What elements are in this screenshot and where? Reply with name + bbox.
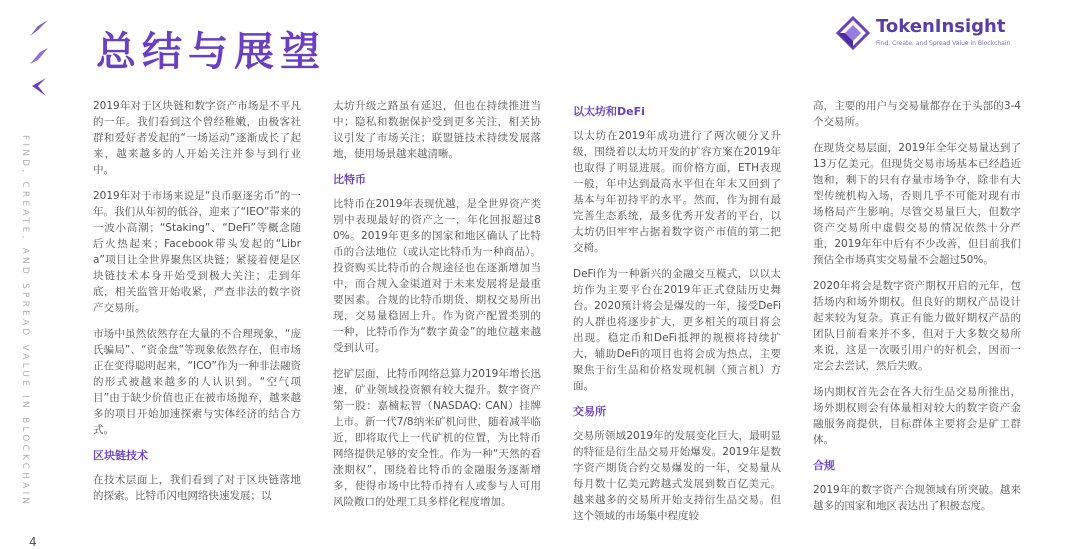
page-title: 总结与展望	[96, 29, 326, 75]
paragraph: 2020年将会是数字资产期权开启的元年，包括场内和场外期权。但良好的期权产品设计起来较为复杂。真正有能力做好期权产品的团队目前看来并不多，但对于大多数交易所来说，这是一次吸引用户的好机会，因而一定会去尝试，然后失败。	[813, 280, 1021, 372]
logo-tagline: Find, Create, and Spread Value in Blockchain	[876, 40, 1011, 47]
section-heading-compliance: 合规	[813, 459, 835, 472]
column-4	[813, 98, 1021, 548]
section-heading-ethereum-defi: 以太坊和DeFi	[573, 105, 645, 118]
section-heading-blockchain: 区块链技术	[93, 449, 148, 462]
chevron-icon	[28, 76, 50, 98]
section-heading-bitcoin: 比特币	[333, 173, 366, 186]
tokeninsight-logo	[836, 14, 1056, 54]
chevron-icon	[28, 46, 50, 68]
column-3	[573, 98, 781, 548]
paragraph: 挖矿层面，比特币网络总算力2019年增长迅速，矿业领域投资额有较大提升。数字资产第一股：嘉楠耘智（NASDAQ: CAN）挂牌上市。新一代7/8纳米矿机问世，随着减半临近，即将取代上一代矿机的位置，为比特币网络提供足够的安全性。作为一种“天然的看涨期权”，围绕着比特币的金融服务逐渐增多，使得市场中比特币持有人或参与人可用风险敞口的处理工具多样化程度增加。	[333, 368, 541, 508]
page-number: 4	[29, 535, 37, 549]
logo-name: TokenInsight	[876, 16, 1006, 37]
paragraph: 市场中虽然依然存在大量的不合理现象，“庞氏骗局”、“资金盘”等现象依然存在，但市场正在变得聪明起来，“ICO”作为一种非法融资的形式被越来越多的人认识到。“空气项目”由于缺少价值也正在被市场抛弃，越来越多的项目开始加速探索与实体经济的结合方式。	[93, 328, 301, 436]
paragraph: 太坊升级之路虽有延迟，但也在持续推进当中；隐私和数据保护受到更多关注，相关协议引发了市场关注；联盟链技术持续发展落地，使用场景越来越清晰。	[333, 100, 541, 160]
paragraph: DeFi作为一种新兴的金融交互模式，以以太坊作为主要平台在2019年正式登陆历史舞台。2020预计将会是爆发的一年，接受DeFi的人群也将逐步扩大，更多相关的项目将会出现。稳定币和DeFi抵押的规模将持续扩大，辅助DeFi的项目也将会成为热点，主要聚焦于衍生品和价格发现机制（预言机）方面。	[573, 268, 781, 392]
paragraph: 场内期权首先会在各大衍生品交易所推出，场外期权则会有体量相对较大的数字资产金融服务商提供，目标群体主要将会是矿工群体。	[813, 386, 1021, 446]
chevron-icon	[28, 16, 50, 38]
paragraph: 在技术层面上，我们看到了对于区块链落地的探索。比特币闪电网络快速发展；以	[93, 474, 301, 502]
paragraph: 以太坊在2019年成功进行了两次硬分叉升级，围绕着以太坊开发的扩容方案在2019年也取得了明显进展。而价格方面，ETH表现一般，年中达到最高水平但在年末又回到了基本与年初持平的水平。然而，作为拥有最完善生态系统，最多优秀开发者的平台，以太坊仍旧牢牢占据着数字资产市值的第二把交椅。	[573, 130, 781, 254]
column-1	[93, 98, 301, 548]
side-tagline: FIND, CREATE, AND SPREAD VALUE IN BLOCKCHAIN	[20, 135, 30, 508]
paragraph: 高，主要的用户与交易量都存在于头部的3-4个交易所。	[813, 100, 1021, 128]
column-2	[333, 98, 541, 548]
paragraph: 2019年对于市场来说是“良币驱逐劣币”的一年。我们从年初的低谷，迎来了“IEO”带来的一波小高潮；“Staking”、“DeFi”等概念随后火热起来；Facebook带头发起的“Libra”项目让全世界聚焦区块链；紧接着便是区块链技术本身开始受到极大关注；走到年底，相关监管开始收紧，严查非法的数字资产交易所。	[93, 190, 301, 314]
paragraph: 2019年对于区块链和数字资产市场是不平凡的一年。我们看到这个曾经稚嫩，由极客社群和爱好者发起的“一场运动”逐渐成长了起来，越来越多的人开始关注并参与到行业中。	[93, 100, 301, 176]
paragraph: 比特币在2019年表现优越，是全世界资产类别中表现最好的资产之一，年化回报超过80%。2019年更多的国家和地区确认了比特币的合法地位（或认定比特币为一种商品）。投资购买比特币的合规途径也在逐渐增加当中，而合规入金渠道对于未来发展将是最重要因素。合规的比特币期货、期权交易所出现，交易量稳固上升。作为资产配置类别的一种，比特币作为“数字黄金”的地位越来越受到认可。	[333, 198, 541, 354]
logo-mark-icon	[836, 16, 870, 50]
paragraph: 在现货交易层面，2019年全年交易量达到了13万亿美元。但现货交易市场基本已经趋近饱和，剩下的只有存量市场争夺，除非有大型传统机构入场，否则几乎不可能对现有市场格局产生影响。尽管交易量巨大，但数字资产交易所中虚假交易的情况依然十分严重，2019年年中后有不少改善，但目前我们预估全市场真实交易量不会超过50%。	[813, 142, 1021, 266]
paragraph: 交易所领域2019年的发展变化巨大，最明显的特征是衍生品交易开始爆发。2019年是数字资产期货合约交易爆发的一年，交易量从每月数十亿美元跨越式发展到数百亿美元。越来越多的交易所开始支持衍生品交易。但这个领域的市场集中程度较	[573, 430, 781, 522]
section-heading-exchanges: 交易所	[573, 405, 606, 418]
paragraph: 2019年的数字资产合规领域有所突破。越来越多的国家和地区表达出了积极态度。	[813, 484, 1021, 512]
